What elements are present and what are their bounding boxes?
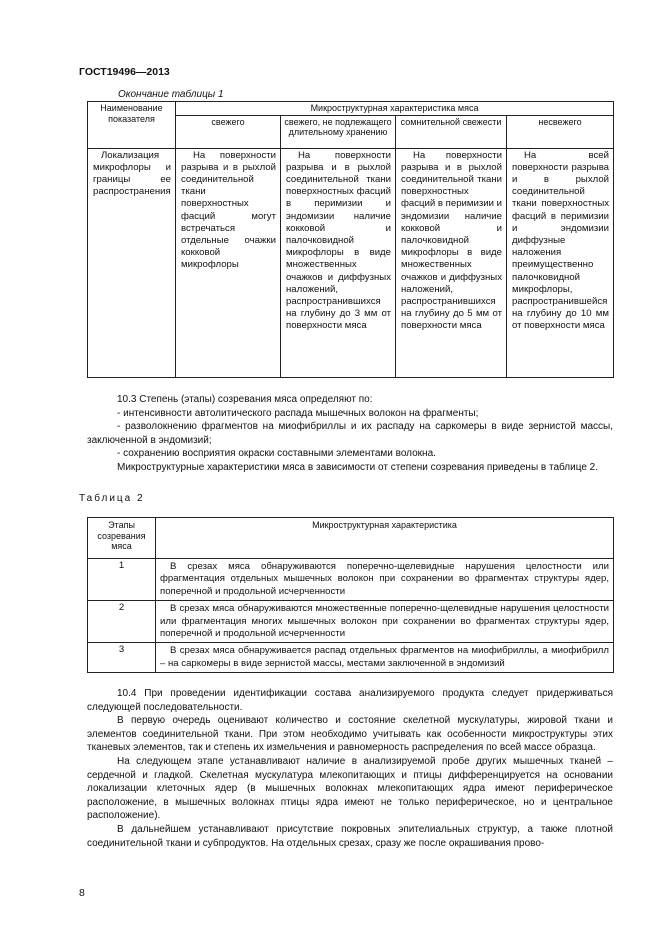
section-10-4-paragraph: На следующем этапе устанавливают наличие в анализируемой пробе других мышечных тканей – сердечной и гладкой. Скелетная мускулатура млекопитающих и птицы дифференцируется на основании локализации клеточных ядер (в мышечных волокнах млекопитающих ядра имеют периферическое расположение, в мышечных волокнах птицы ядра имеют не только периферическое, но и центральное расположение). [87, 755, 613, 822]
table2-stage-number: 3 [88, 643, 156, 673]
table1-subheader: свежего, не подлежащего длительному хранению [281, 115, 396, 148]
table1-cell: На поверхности разрыва и в рыхлой соединительной ткани поверхностных фасций в перимизии и эндомизии наличие кокковой и палочковидной микрофлоры в виде множественных очажков и диффузных наложений, распространившихся на глубину до 5 мм от поверхности мяса [396, 148, 507, 377]
table1-group-header: Микроструктурная характеристика мяса [176, 102, 614, 116]
page-number: 8 [79, 887, 85, 899]
section-10-4-paragraph: В первую очередь оценивают количество и состояние скелетной мускулатуры, жировой ткани и элементов соединительной ткани. При этом необходимо учитывать как особенности микроструктуры этих тканевых элементов, так и степень их измельчения и равномерность распределения по всей массе образца. [87, 715, 613, 754]
table1-cell: На поверхности разрыва и в рыхлой соединительной ткани поверхностных фасций в перимизии и эндомизии наличие кокковой и палочковидной микрофлоры в виде множественных очажков и диффузных наложений, распространившихся на глубину до 3 мм от поверхности мяса [281, 148, 396, 377]
section-10-3-intro: 10.3 Степень (этапы) созревания мяса определяют по: [117, 394, 373, 405]
document-code: ГОСТ19496—2013 [79, 66, 170, 78]
table-2 [87, 517, 614, 673]
table1-subheader: свежего [176, 115, 281, 148]
table1-row-name: Локализация микрофлоры и границы ее распространения [88, 148, 176, 377]
section-10-3-note: Микроструктурные характеристики мяса в зависимости от степени созревания приведены в таблице 2. [117, 461, 599, 473]
section-10-3-item: - разволокнению фрагментов на миофибриллы и их распаду на саркомеры в виде зернистой массы, заключенной в эндомизий; [87, 421, 613, 446]
section-10-4 [87, 687, 613, 850]
table1-continuation-label: Окончание таблицы 1 [118, 89, 224, 100]
section-10-3 [87, 393, 613, 475]
table2-desc-header: Микроструктурная характеристика [156, 518, 614, 559]
table2-stage-number: 2 [88, 601, 156, 643]
section-10-3-item: - сохранению восприятия окраски составными элементами волокна. [117, 448, 436, 460]
section-10-4-paragraph: 10.4 При проведении идентификации состава анализируемого продукта следует придерживаться следующей последовательности. [87, 688, 613, 713]
table1-subheader: сомнительной свежести [396, 115, 507, 148]
table2-label: Таблица 2 [79, 493, 145, 504]
table1-cell: На поверхности разрыва и в рыхлой соединительной ткани поверхностных фасций могут встречаться отдельные очажки кокковой микрофлоры [176, 148, 281, 377]
table2-stage-number: 1 [88, 559, 156, 601]
section-10-3-item: - интенсивности автолитического распада мышечных волокон на фрагменты; [117, 407, 479, 419]
table2-stage-description: В срезах мяса обнаруживаются поперечно-щелевидные нарушения целостности или фрагментация отдельных мышечных волокон при сохранении во фрагментах структуры ядер, поперечной и продольной исчерченности [156, 559, 614, 601]
table1-param-header: Наименование показателя [88, 102, 176, 149]
table2-stage-description: В срезах мяса обнаруживается распад отдельных фрагментов на миофибриллы, а миофибрилл – на саркомеры в виде зернистой массы, местами заключенной в эндомизий [156, 643, 614, 673]
table1-cell: На всей поверхности разрыва и в рыхлой соединительной ткани поверхностных фасций в перимизии и эндомизии диффузные наложения преимущественно палочковидной микрофлоры, распространившейся на глубину до 10 мм от поверхности мяса [507, 148, 614, 377]
table-1 [87, 101, 614, 378]
table2-stage-description: В срезах мяса обнаруживаются множественные поперечно-щелевидные нарушения целостности или фрагментация многих мышечных волокон при сохранении во фрагментах структуры ядер, поперечной и продольной исчерченности [156, 601, 614, 643]
table1-subheader: несвежего [507, 115, 614, 148]
table2-stage-header: Этапы созревания мяса [88, 518, 156, 559]
section-10-4-paragraph: В дальнейшем устанавливают присутствие покровных эпителиальных структур, а также плотной соединительной ткани и субпродуктов. На отдельных срезах, сразу же после окрашивания прово- [87, 823, 613, 849]
